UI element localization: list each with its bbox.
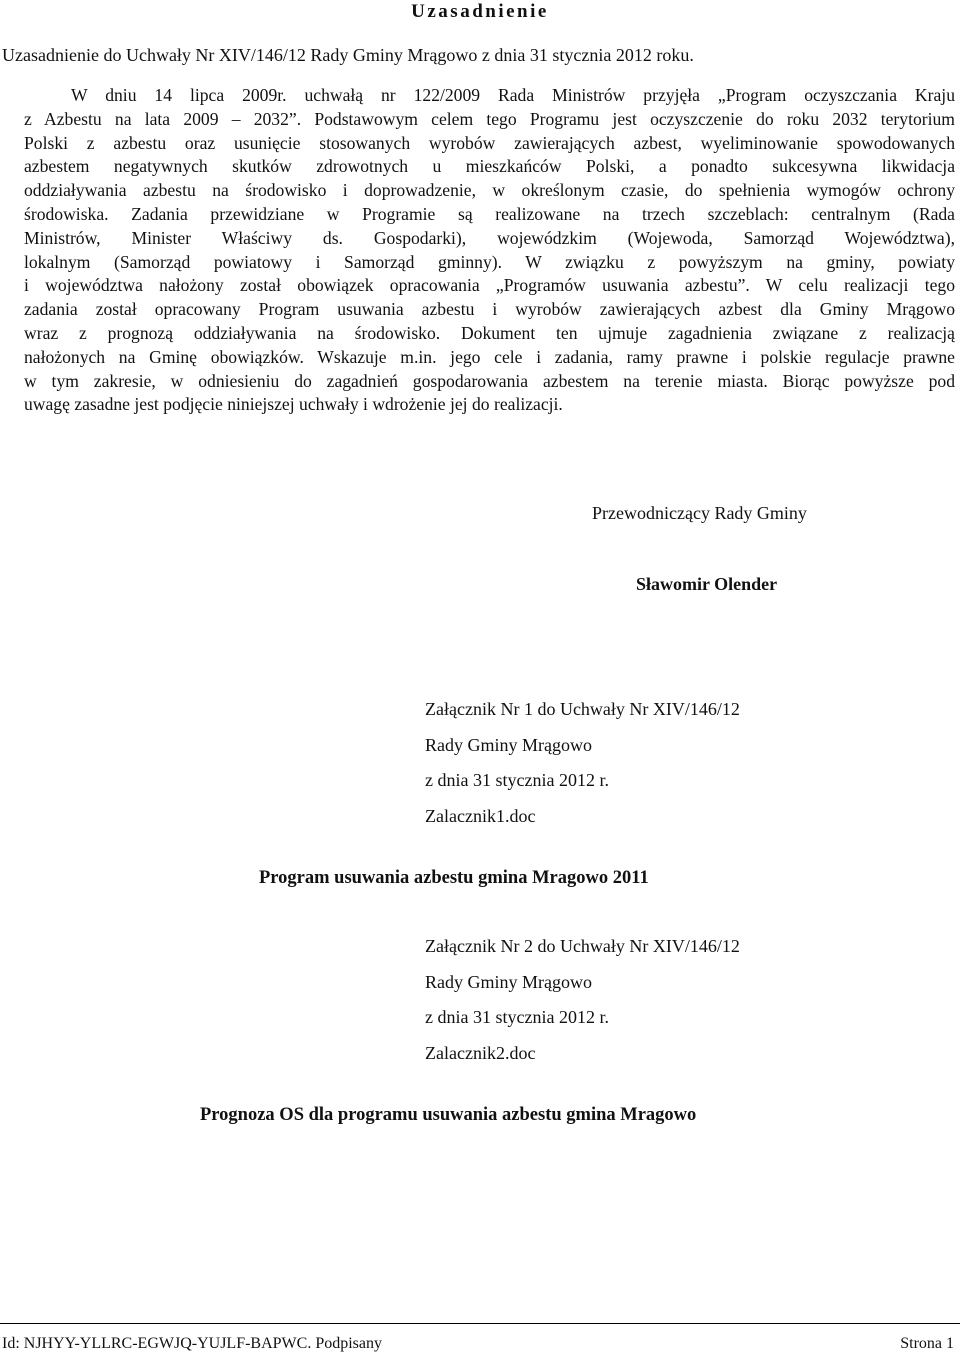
paragraph-line: i województwa nałożony został obowiązek opracowania „Programów usuwania azbestu”. W celu realizacji tego [24, 275, 955, 296]
attachment-title: Program usuwania azbestu gmina Mragowo 2011 [259, 868, 649, 888]
paragraph-line: nałożonych na Gminę obowiązków. Wskazuje m.in. jego cele i zadania, ramy prawne i polskie regulacje prawne [24, 346, 955, 367]
justification-paragraph [24, 84, 955, 417]
paragraph-line: zadania został opracowany Program usuwania azbestu i wyrobów zawierających azbest dla Gminy Mrągowo [24, 299, 955, 320]
document-heading: Uzasadnienie [411, 1, 549, 22]
attachment-date: z dnia 31 stycznia 2012 r. [425, 1007, 609, 1027]
paragraph-line: w tym zakresie, w odniesieniu do zagadnień gospodarowania azbestem na terenie miasta. Biorąc powyższe pod [24, 370, 955, 391]
signatory-name: Sławomir Olender [636, 574, 778, 594]
paragraph-line: Polski z azbestu oraz usunięcie stosowanych wyrobów zawierających azbest, wyeliminowanie spowodowanych [24, 132, 955, 153]
paragraph-line: Ministrów, Minister Właściwy ds. Gospodarki), wojewódzkim (Wojewoda, Samorząd Województwa), [24, 227, 955, 248]
paragraph-line: lokalnym (Samorząd powiatowy i Samorząd gminny). W związku z powyższym na gminy, powiaty [24, 251, 955, 272]
paragraph-line: W dniu 14 lipca 2009r. uchwałą nr 122/2009 Rada Ministrów przyjęła „Program oczyszczania Kraju [71, 85, 955, 105]
paragraph-line: uwagę zasadne jest podjęcie niniejszej uchwały i wdrożenie jej do realizacji. [24, 394, 563, 415]
paragraph-line: oddziaływania azbestu na środowisko i doprowadzenie, w określonym czasie, do spełnienia wymogów ochrony [24, 180, 955, 201]
page-number: Strona 1 [900, 1335, 954, 1352]
attachment-council: Rady Gminy Mrągowo [425, 972, 592, 992]
attachment-reference: Załącznik Nr 2 do Uchwały Nr XIV/146/12 [425, 936, 740, 956]
signatory-role: Przewodniczący Rady Gminy [592, 503, 807, 523]
attachment-file-link[interactable]: Zalacznik1.doc [425, 806, 536, 826]
paragraph-line: z Azbestu na lata 2009 – 2032”. Podstawowym celem tego Programu jest oczyszczenie do roku 2032 terytorium [24, 108, 955, 129]
paragraph-line: wraz z prognozą oddziaływania na środowisko. Dokument ten ujmuje zagadnienia związane z realizacją [24, 322, 955, 343]
footer-divider [0, 1323, 960, 1324]
attachment-date: z dnia 31 stycznia 2012 r. [425, 770, 609, 790]
document-id: Id: NJHYY-YLLRC-EGWJQ-YUJLF-BAPWC. Podpisany [2, 1335, 382, 1352]
attachment-reference: Załącznik Nr 1 do Uchwały Nr XIV/146/12 [425, 699, 740, 719]
intro-line: Uzasadnienie do Uchwały Nr XIV/146/12 Rady Gminy Mrągowo z dnia 31 stycznia 2012 roku. [2, 45, 694, 65]
paragraph-line: środowiska. Zadania przewidziane w Programie są realizowane na trzech szczeblach: centralnym (Rada [24, 203, 955, 224]
attachment-council: Rady Gminy Mrągowo [425, 735, 592, 755]
paragraph-line: azbestem negatywnych skutków zdrowotnych u mieszkańców Polski, a ponadto sukcesywna likwidacja [24, 156, 955, 177]
attachment-file-link[interactable]: Zalacznik2.doc [425, 1043, 536, 1063]
attachment-title: Prognoza OS dla programu usuwania azbestu gmina Mragowo [200, 1105, 697, 1125]
